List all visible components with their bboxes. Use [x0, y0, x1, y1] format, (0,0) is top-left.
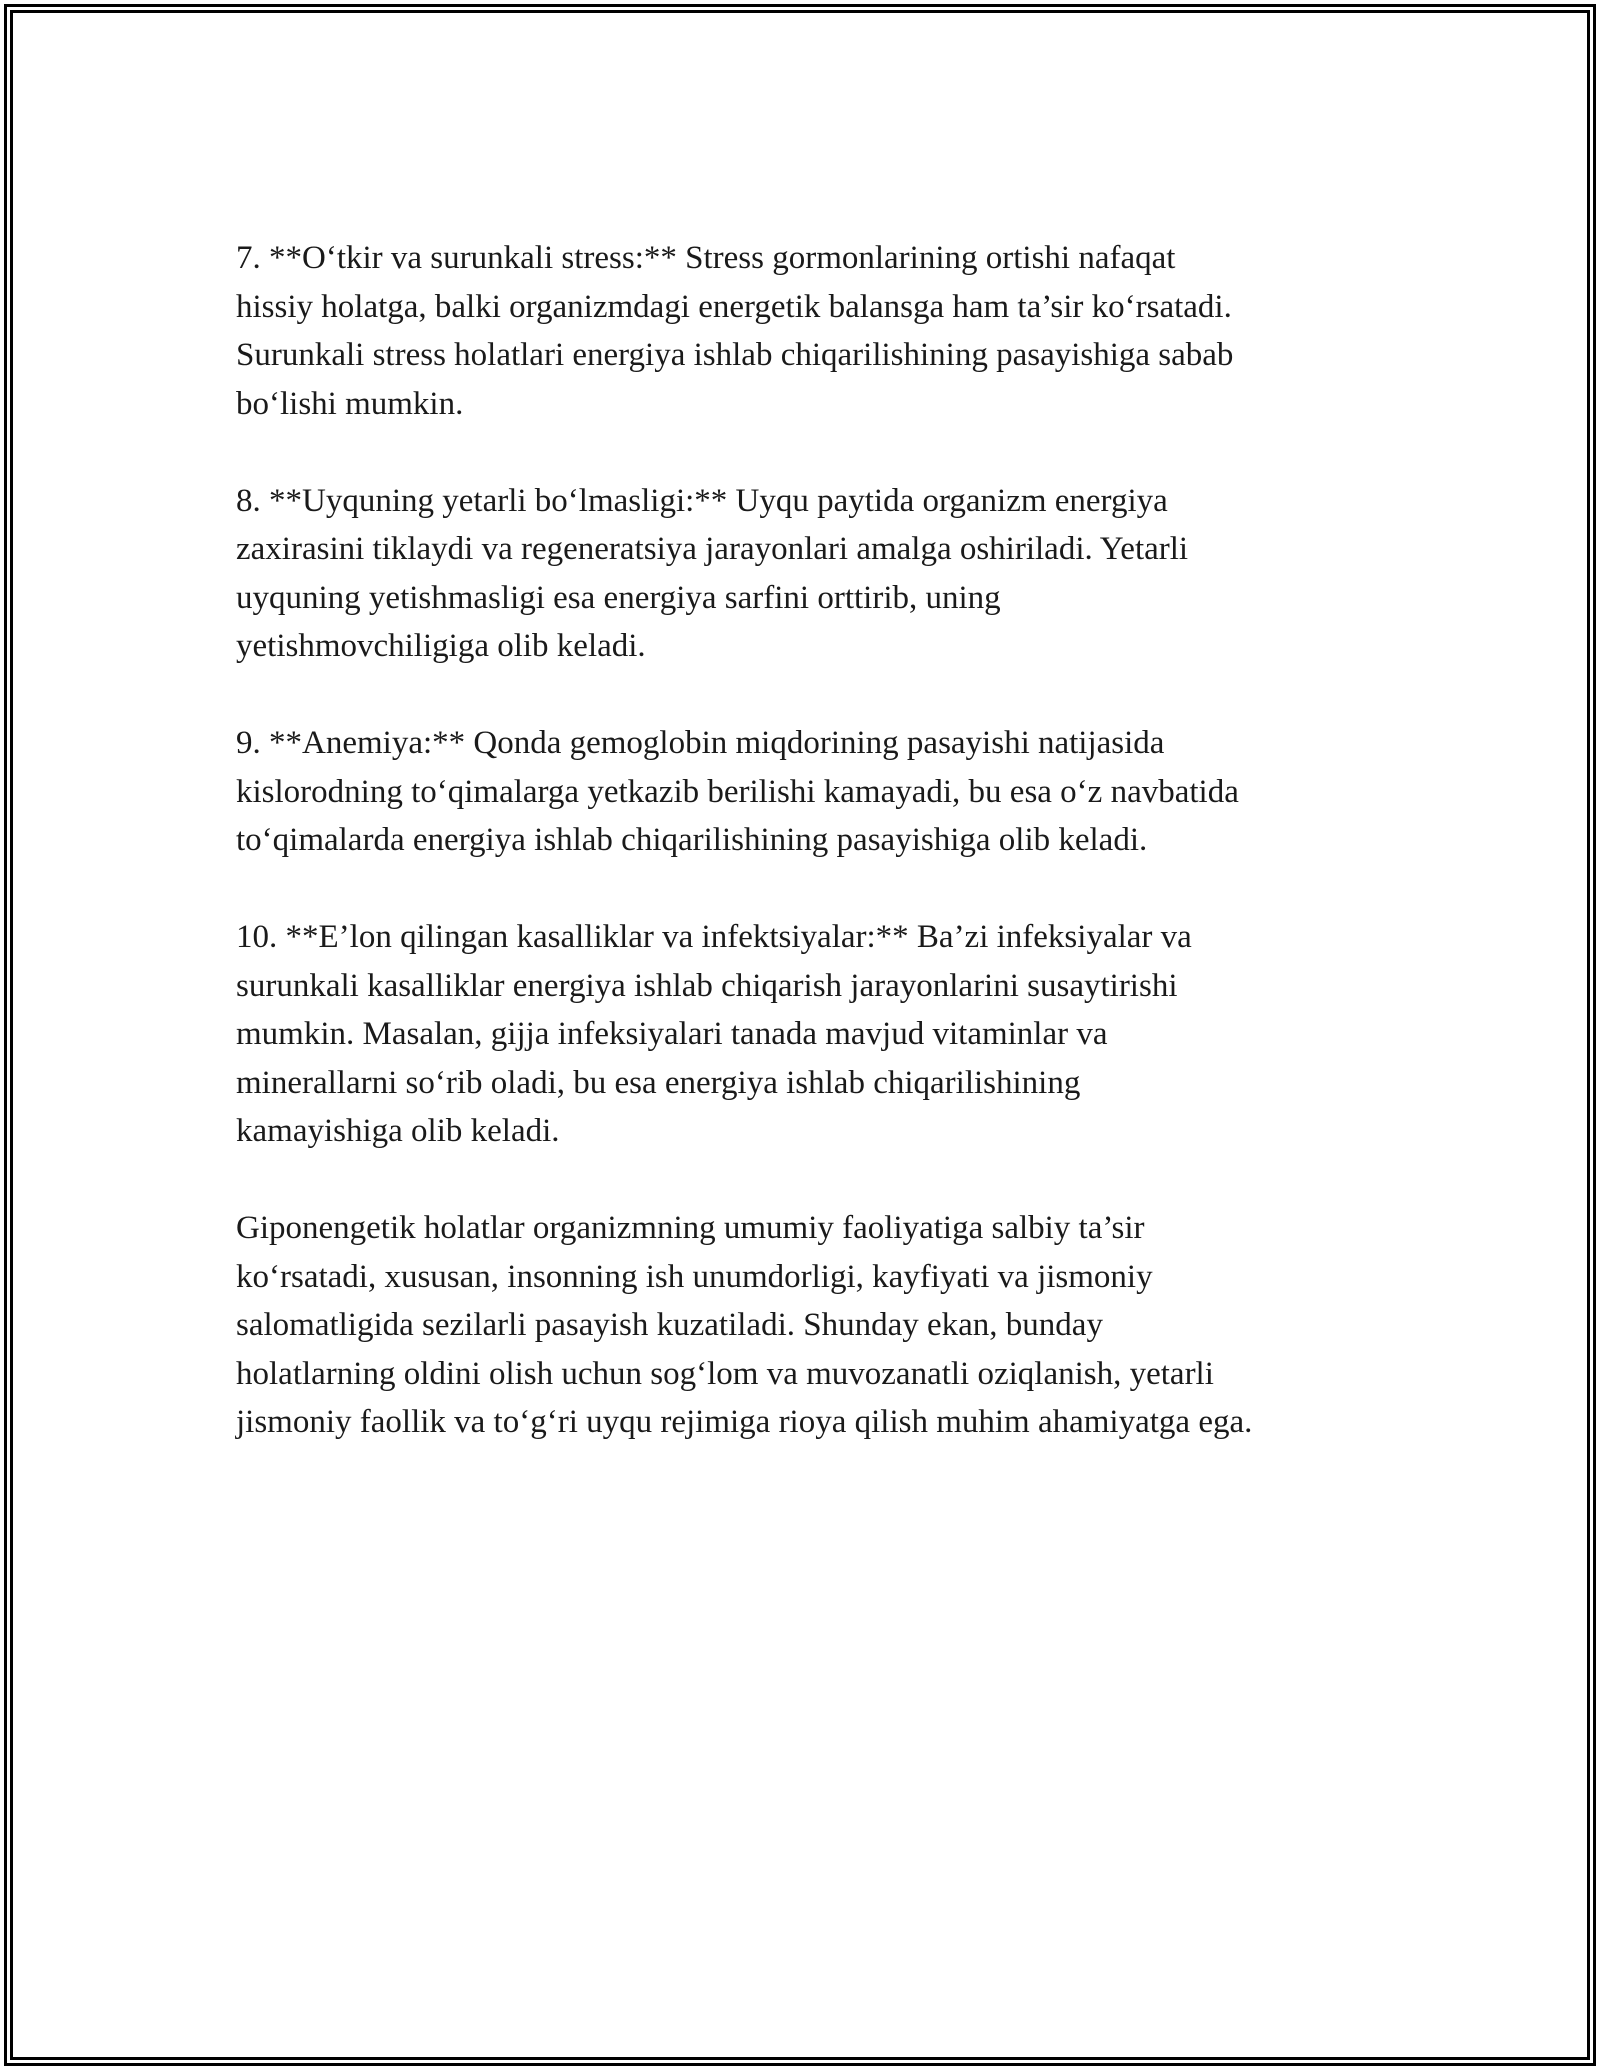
paragraph-conclusion	[236, 1204, 1386, 1447]
document-body	[236, 234, 1386, 1447]
text-line: Surunkali stress holatlari energiya ishlab chiqarilishining pasayishiga sabab	[236, 337, 1234, 373]
text-line: to‘qimalarda energiya ishlab chiqarilishining pasayishiga olib keladi.	[236, 822, 1148, 858]
text-line: surunkali kasalliklar energiya ishlab chiqarish jarayonlarini susaytirishi	[236, 967, 1178, 1004]
text-line: mumkin. Masalan, gijja infeksiyalari tanada mavjud vitaminlar va	[236, 1016, 1108, 1052]
text-line: kislorodning to‘qimalarga yetkazib berilishi kamayadi, bu esa o‘z navbatida	[236, 773, 1239, 810]
text-line: 8. **Uyquning yetarli bo‘lmasligi:** Uyqu paytida organizm energiya	[236, 482, 1168, 519]
text-line: minerallarni so‘rib oladi, bu esa energiya ishlab chiqarilishining	[236, 1064, 1081, 1101]
text-line: kamayishiga olib keladi.	[236, 1113, 560, 1149]
text-line: salomatligida sezilarli pasayish kuzatiladi. Shunday ekan, bunday	[236, 1307, 1103, 1343]
text-line: 9. **Anemiya:** Qonda gemoglobin miqdorining pasayishi natijasida	[236, 725, 1165, 761]
text-line: uyquning yetishmasligi esa energiya sarfini orttirib, uning	[236, 579, 1001, 616]
paragraph-item-7	[236, 234, 1386, 428]
text-line: zaxirasini tiklaydi va regeneratsiya jarayonlari amalga oshiriladi. Yetarli	[236, 531, 1189, 567]
paragraph-item-8	[236, 477, 1386, 671]
text-line: Giponengetik holatlar organizmning umumiy faoliyatiga salbiy ta’sir	[236, 1210, 1145, 1246]
text-line: ko‘rsatadi, xususan, insonning ish unumdorligi, kayfiyati va jismoniy	[236, 1258, 1153, 1295]
text-line: holatlarning oldini olish uchun sog‘lom va muvozanatli oziqlanish, yetarli	[236, 1355, 1214, 1392]
text-line: 7. **O‘tkir va surunkali stress:** Stress gormonlarining ortishi nafaqat	[236, 240, 1176, 276]
text-line: hissiy holatga, balki organizmdagi energetik balansga ham ta’sir ko‘rsatadi.	[236, 288, 1232, 325]
text-line: jismoniy faollik va to‘g‘ri uyqu rejimiga rioya qilish muhim ahamiyatga ega.	[236, 1404, 1253, 1440]
text-line: yetishmovchiligiga olib keladi.	[236, 628, 646, 664]
text-line: 10. **E’lon qilingan kasalliklar va infektsiyalar:** Ba’zi infeksiyalar va	[236, 919, 1192, 955]
paragraph-item-9	[236, 719, 1386, 865]
text-line: bo‘lishi mumkin.	[236, 385, 464, 422]
paragraph-item-10	[236, 913, 1386, 1156]
